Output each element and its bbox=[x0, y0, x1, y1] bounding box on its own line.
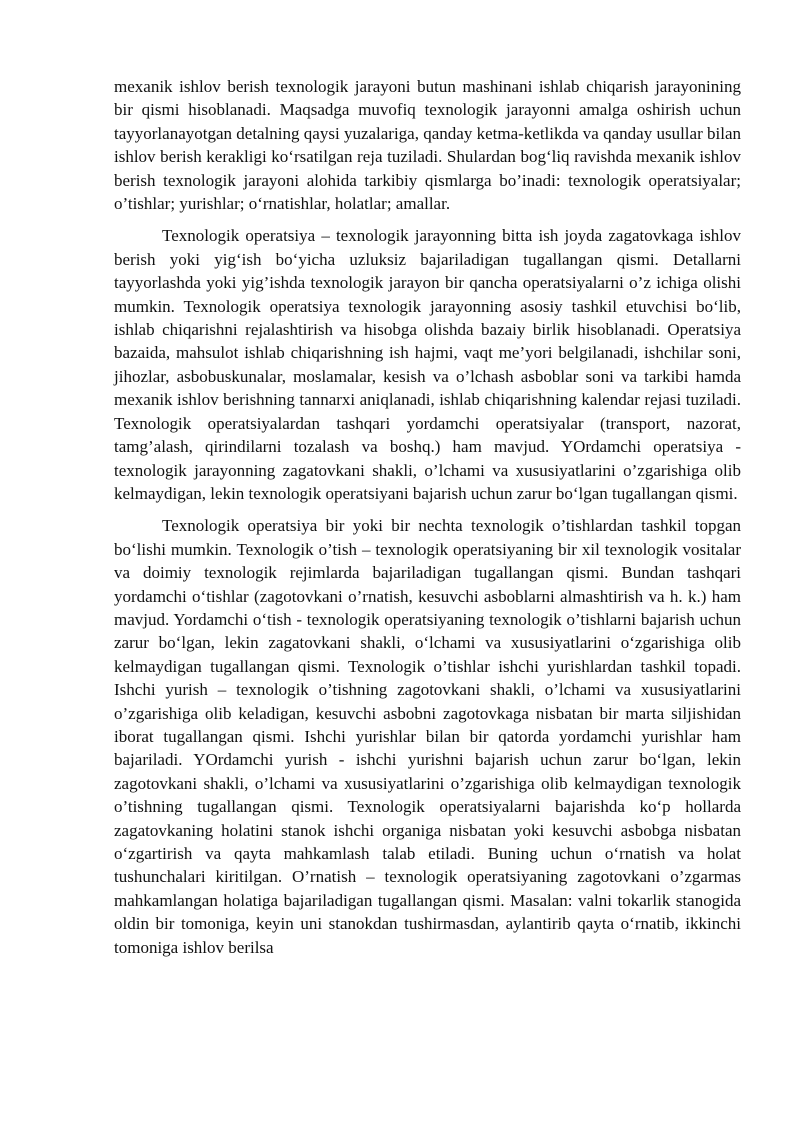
document-page bbox=[114, 75, 741, 959]
paragraph-continuation: mexanik ishlov berish texnologik jarayoni butun mashinani ishlab chiqarish jarayonining bir qismi hisoblanadi. Maqsadga muvofiq texnologik jarayonni amalga oshirish uchun tayyorlanayotgan detalning qaysi yuzalariga, qanday ketma-ketlikda va qanday usullar bilan ishlov berish kerakligi ko‘rsatilgan reja tuziladi. Shulardan bog‘liq ravishda mexanik ishlov berish texnologik jarayoni alohida tarkibiy qismlarga bo’inadi: texnologik operatsiyalar; o’tishlar; yurishlar; o‘rnatishlar, holatlar; amallar. bbox=[114, 77, 741, 214]
paragraph-texnologik-operatsiya: Texnologik operatsiya – texnologik jarayonning bitta ish joyda zagatovkaga ishlov berish yoki yig‘ish bo‘yicha uzluksiz bajariladigan tugallangan qismi. Detallarni tayyorlashda yoki yig’ishda texnologik jarayon bir qancha operatsiyalarni o’z ichiga olishi mumkin. Texnologik operatsiya texnologik jarayonning asosiy tashkil etuvchisi bo‘lib, ishlab chiqarishni rejalashtirish va hisobga olishda bazaiy birlik hisoblanadi. Operatsiya bazaida, mahsulot ishlab chiqarishning ish hajmi, vaqt me’yori belgilanadi, ishchilar soni, jihozlar, asbobuskunalar, moslamalar, kesish va o’lchash asboblar soni va tarkibi hamda mexanik ishlov berishning tannarxi aniqlanadi, ishlab chiqarishning kalendar rejasi tuziladi. Texnologik operatsiyalardan tashqari yordamchi operatsiyalar (transport, nazorat, tamg’alash, qirindilarni tozalash va boshq.) ham mavjud. YOrdamchi operatsiya - texnologik jarayonning zagatovkani shakli, o’lchami va xususiyatlarini o’zgarishiga olib kelmaydigan, lekin texnologik operatsiyani bajarish uchun zarur bo‘lgan tugallangan qismi. bbox=[114, 226, 741, 503]
paragraph-texnologik-otish: Texnologik operatsiya bir yoki bir nechta texnologik o’tishlardan tashkil topgan bo‘lishi mumkin. Texnologik o’tish – texnologik operatsiyaning bir xil texnologik vositalar va doimiy texnologik rejimlarda bajariladigan tugallangan qismi. Bundan tashqari yordamchi o‘tishlar (zagotovkani o’rnatish, kesuvchi asboblarni almashtirish va h. k.) ham mavjud. Yordamchi o‘tish - texnologik operatsiyaning texnologik o’tishlarni bajarish uchun zarur bo‘lgan, lekin zagatovkani shakli, o‘lchami va xususiyatlarini o‘zgarishiga olib kelmaydigan tugallangan qismi. Texnologik o’tishlar ishchi yurishlardan tashkil topadi. Ishchi yurish – texnologik o’tishning zagotovkani shakli, o’lchami va xususiyatlarini o’zgarishiga olib keladigan, kesuvchi asbobni zagotovkaga nisbatan bir marta siljishidan iborat tugallangan qismi. Ishchi yurishlar bilan bir qatorda yordamchi yurishlar ham bajariladi. YOrdamchi yurish - ishchi yurishni bajarish uchun zarur bo‘lgan, lekin zagotovkani shakli, o’lchami va xususiyatlarini o’zgarishiga olib kelmaydigan texnologik o’tishning tugallangan qismi. Texnologik operatsiyalarni bajarishda ko‘p hollarda zagatovkaning holatini stanok ishchi organiga nisbatan yoki kesuvchi asbobga nisbatan o‘zgartirish va qayta mahkamlash talab etiladi. Buning uchun o‘rnatish va holat tushunchalari kiritilgan. O’rnatish – texnologik operatsiyaning zagotovkani o’zgarmas mahkamlangan holatiga bajariladigan tugallangan qismi. Masalan: valni tokarlik stanogida oldin bir tomoniga, keyin uni stanokdan tushirmasdan, aylantirib qayta o‘rnatib, ikkinchi tomoniga ishlov berilsa bbox=[114, 516, 741, 957]
